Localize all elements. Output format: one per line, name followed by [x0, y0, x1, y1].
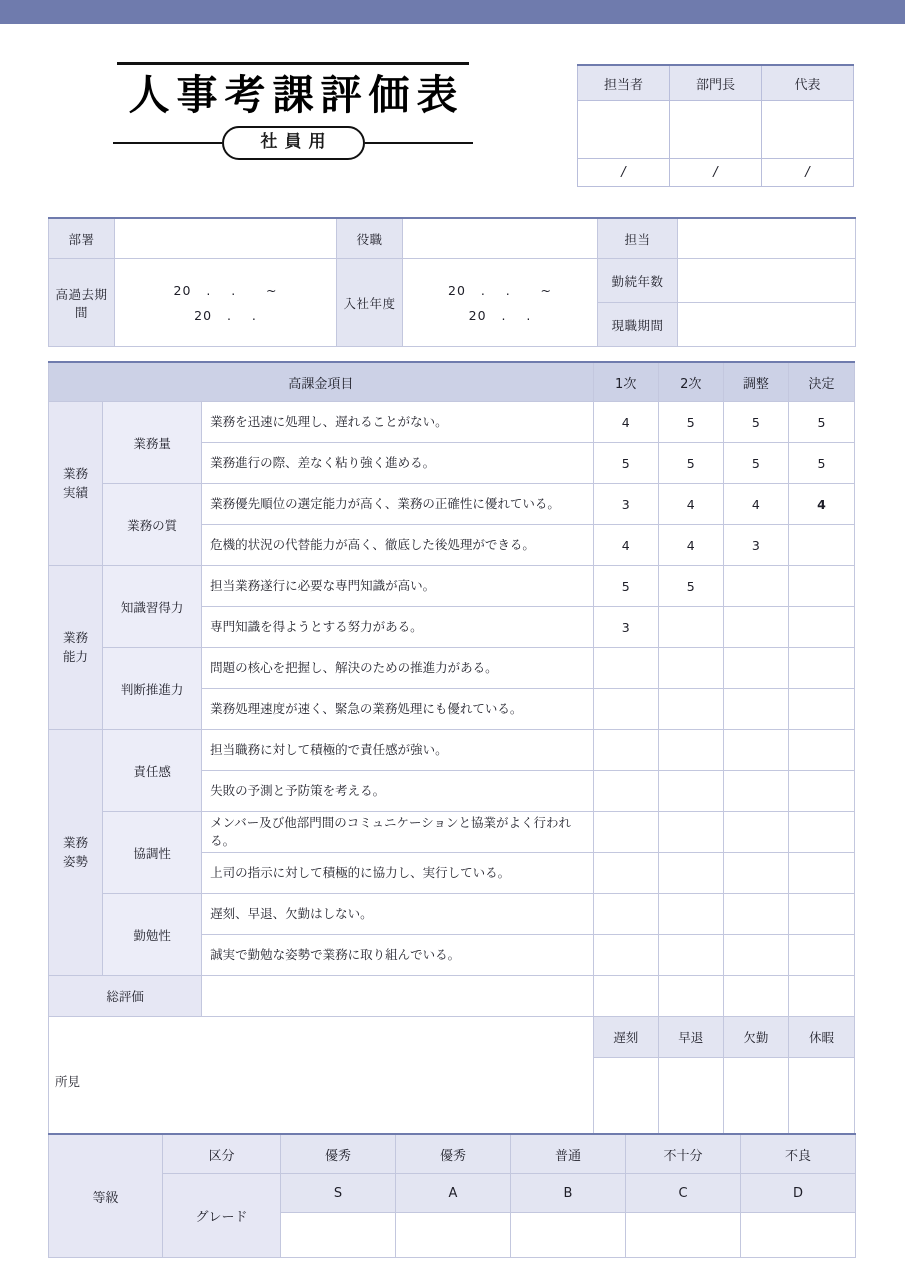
score-adjust[interactable] — [723, 730, 788, 771]
total-row — [49, 976, 855, 1017]
score-decision[interactable]: 5 — [788, 443, 854, 484]
grade-letter-c: C — [626, 1174, 741, 1213]
label-charge: 担当 — [598, 218, 678, 259]
evaluation-criterion: 誠実で勤勉な姿勢で業務に取り組んでいる。 — [202, 935, 593, 976]
join-year-line-1: 20 . . ~ — [448, 282, 552, 298]
info-row-2 — [49, 259, 856, 303]
evaluation-category: 業務 実績 — [49, 402, 103, 566]
score-adjust[interactable]: 3 — [723, 525, 788, 566]
evaluation-criterion: 業務優先順位の選定能力が高く、業務の正確性に優れている。 — [202, 484, 593, 525]
label-total-evaluation: 総評価 — [49, 976, 202, 1017]
label-evaluation-period: 高過去期間 — [49, 259, 115, 347]
score-first[interactable]: 3 — [593, 607, 658, 648]
score-first[interactable] — [593, 648, 658, 689]
score-decision[interactable] — [788, 771, 854, 812]
join-year-line-2: 20 . . — [468, 307, 532, 323]
score-adjust[interactable]: 5 — [723, 402, 788, 443]
subtitle-rule-left — [113, 142, 222, 144]
score-first[interactable]: 4 — [593, 402, 658, 443]
score-adjust[interactable] — [723, 607, 788, 648]
score-second[interactable]: 5 — [658, 566, 723, 607]
score-first[interactable] — [593, 894, 658, 935]
page-title: 人事考課評価表 — [128, 71, 465, 119]
title-top-rule — [117, 62, 469, 65]
approval-date-manager[interactable]: / — [670, 159, 762, 187]
total-first[interactable] — [593, 976, 658, 1017]
grade-check-a[interactable] — [396, 1213, 511, 1258]
attendance-header-absence: 欠勤 — [723, 1017, 788, 1058]
subtitle-rule-right — [365, 142, 474, 144]
approval-signature-staff[interactable] — [578, 101, 670, 159]
form-page — [0, 24, 905, 1280]
score-decision[interactable] — [788, 935, 854, 976]
label-current-role-period: 現職期間 — [598, 303, 678, 347]
score-first[interactable] — [593, 771, 658, 812]
label-department: 部署 — [49, 218, 115, 259]
approval-signature-representative[interactable] — [762, 101, 854, 159]
approval-col-manager: 部門長 — [670, 65, 762, 101]
score-adjust[interactable] — [723, 689, 788, 730]
score-second[interactable] — [658, 771, 723, 812]
approval-table — [577, 64, 854, 187]
kubun-value-b: 普通 — [511, 1134, 626, 1174]
score-adjust[interactable]: 4 — [723, 484, 788, 525]
evaluation-body — [49, 402, 855, 976]
label-tenure: 勤続年数 — [598, 259, 678, 303]
evaluation-criterion: 業務進行の際、差なく粘り強く進める。 — [202, 443, 593, 484]
score-decision[interactable] — [788, 812, 854, 853]
attendance-value-late[interactable] — [593, 1058, 658, 1145]
evaluation-category: 業務 姿勢 — [49, 730, 103, 976]
field-tenure[interactable] — [678, 259, 856, 303]
employee-info-table — [48, 217, 856, 347]
info-row-1 — [49, 218, 856, 259]
score-decision[interactable]: 5 — [788, 402, 854, 443]
score-adjust[interactable]: 5 — [723, 443, 788, 484]
label-grade: グレード — [163, 1174, 281, 1258]
evaluation-period-line-2: 20 . . — [194, 307, 257, 323]
evaluation-criterion: 担当職務に対して積極的で責任感が強い。 — [202, 730, 593, 771]
field-total-evaluation[interactable] — [202, 976, 593, 1017]
evaluation-criterion: 業務を迅速に処理し、遅れることがない。 — [202, 402, 593, 443]
score-decision[interactable] — [788, 853, 854, 894]
header-decision: 決定 — [788, 362, 854, 402]
grade-section — [48, 1133, 855, 1258]
grade-table — [48, 1133, 856, 1258]
score-second[interactable] — [658, 894, 723, 935]
grade-check-c[interactable] — [626, 1213, 741, 1258]
total-decision[interactable] — [788, 976, 854, 1017]
score-second[interactable] — [658, 607, 723, 648]
evaluation-row — [49, 484, 855, 525]
approval-signature-manager[interactable] — [670, 101, 762, 159]
score-first[interactable]: 3 — [593, 484, 658, 525]
remarks-attendance-header-row — [49, 1017, 855, 1058]
attendance-header-leave: 休暇 — [788, 1017, 854, 1058]
score-first[interactable] — [593, 730, 658, 771]
score-first[interactable]: 5 — [593, 566, 658, 607]
grade-letter-a: A — [396, 1174, 511, 1213]
subtitle-row — [113, 126, 473, 160]
field-department[interactable] — [115, 218, 337, 259]
label-position: 役職 — [337, 218, 403, 259]
label-remarks: 所見 — [55, 1073, 81, 1089]
grade-check-s[interactable] — [281, 1213, 396, 1258]
attendance-value-absence[interactable] — [723, 1058, 788, 1145]
score-decision[interactable] — [788, 525, 854, 566]
score-adjust[interactable] — [723, 771, 788, 812]
score-adjust[interactable] — [723, 853, 788, 894]
score-decision[interactable] — [788, 894, 854, 935]
header-second-review: 2次 — [658, 362, 723, 402]
grade-check-b[interactable] — [511, 1213, 626, 1258]
evaluation-subcategory: 知識習得力 — [103, 566, 202, 648]
evaluation-table — [48, 361, 855, 1145]
label-join-year: 入社年度 — [337, 259, 403, 347]
evaluation-period-line-1: 20 . . ~ — [173, 282, 278, 298]
top-accent-bar — [0, 0, 905, 24]
form-header — [0, 24, 905, 199]
header-adjustment: 調整 — [723, 362, 788, 402]
evaluation-subcategory: 業務の質 — [103, 484, 202, 566]
evaluation-subcategory: 勤勉性 — [103, 894, 202, 976]
approval-col-representative: 代表 — [762, 65, 854, 101]
total-adjust[interactable] — [723, 976, 788, 1017]
evaluation-criterion: 専門知識を得ようとする努力がある。 — [202, 607, 593, 648]
score-decision[interactable] — [788, 730, 854, 771]
score-second[interactable]: 5 — [658, 443, 723, 484]
kubun-value-c: 不十分 — [626, 1134, 741, 1174]
evaluation-subcategory: 業務量 — [103, 402, 202, 484]
field-join-year[interactable] — [403, 259, 598, 347]
score-adjust[interactable] — [723, 566, 788, 607]
score-adjust[interactable] — [723, 648, 788, 689]
header-eval-item: 高課金項目 — [49, 362, 594, 402]
field-current-role-period[interactable] — [678, 303, 856, 347]
subtitle-badge: 社員用 — [222, 126, 365, 160]
score-decision[interactable]: 4 — [788, 484, 854, 525]
evaluation-criterion: 担当業務遂行に必要な専門知識が高い。 — [202, 566, 593, 607]
total-second[interactable] — [658, 976, 723, 1017]
approval-signature-row — [578, 101, 854, 159]
attendance-header-early-leave: 早退 — [658, 1017, 723, 1058]
attendance-value-leave[interactable] — [788, 1058, 854, 1145]
score-decision[interactable] — [788, 566, 854, 607]
evaluation-category: 業務 能力 — [49, 566, 103, 730]
evaluation-criterion: 上司の指示に対して積極的に協力し、実行している。 — [202, 853, 593, 894]
approval-date-row — [578, 159, 854, 187]
title-block — [113, 62, 473, 160]
evaluation-criterion: 失敗の予測と予防策を考える。 — [202, 771, 593, 812]
score-second[interactable] — [658, 935, 723, 976]
kubun-value-d: 不良 — [741, 1134, 856, 1174]
field-charge[interactable] — [678, 218, 856, 259]
score-second[interactable]: 5 — [658, 402, 723, 443]
employee-info-section — [48, 217, 855, 347]
evaluation-criterion: 遅刻、早退、欠勤はしない。 — [202, 894, 593, 935]
score-first[interactable]: 5 — [593, 443, 658, 484]
evaluation-criterion: メンバー及び他部門間のコミュニケーションと協業がよく行われる。 — [202, 812, 593, 853]
attendance-value-early-leave[interactable] — [658, 1058, 723, 1145]
approval-col-staff: 担当者 — [578, 65, 670, 101]
grade-letter-s: S — [281, 1174, 396, 1213]
evaluation-subcategory: 判断推進力 — [103, 648, 202, 730]
label-kubun: 区分 — [163, 1134, 281, 1174]
score-second[interactable]: 4 — [658, 484, 723, 525]
evaluation-footer — [49, 976, 855, 1145]
kubun-value-a: 優秀 — [396, 1134, 511, 1174]
score-first[interactable] — [593, 935, 658, 976]
grade-letter-d: D — [741, 1174, 856, 1213]
approval-header-row — [578, 65, 854, 101]
evaluation-subcategory: 責任感 — [103, 730, 202, 812]
score-second[interactable] — [658, 648, 723, 689]
evaluation-criterion: 危機的状況の代替能力が高く、徹底した後処理ができる。 — [202, 525, 593, 566]
score-first[interactable]: 4 — [593, 525, 658, 566]
grade-kubun-row — [49, 1134, 856, 1174]
evaluation-row — [49, 566, 855, 607]
approval-date-staff[interactable]: / — [578, 159, 670, 187]
score-adjust[interactable] — [723, 812, 788, 853]
evaluation-criterion: 問題の核心を把握し、解決のための推進力がある。 — [202, 648, 593, 689]
score-first[interactable] — [593, 853, 658, 894]
score-decision[interactable] — [788, 607, 854, 648]
field-position[interactable] — [403, 218, 598, 259]
header-first-review: 1次 — [593, 362, 658, 402]
score-second[interactable] — [658, 689, 723, 730]
label-rank: 等級 — [49, 1134, 163, 1258]
evaluation-subcategory: 協調性 — [103, 812, 202, 894]
evaluation-row — [49, 812, 855, 853]
score-first[interactable] — [593, 689, 658, 730]
evaluation-section — [48, 361, 855, 1145]
field-remarks[interactable] — [49, 1017, 594, 1145]
grade-letter-row — [49, 1174, 856, 1213]
evaluation-row — [49, 730, 855, 771]
evaluation-row — [49, 648, 855, 689]
evaluation-row — [49, 894, 855, 935]
score-adjust[interactable] — [723, 894, 788, 935]
kubun-value-s: 優秀 — [281, 1134, 396, 1174]
evaluation-header-row — [49, 362, 855, 402]
score-second[interactable] — [658, 853, 723, 894]
score-second[interactable] — [658, 812, 723, 853]
evaluation-criterion: 業務処理速度が速く、緊急の業務処理にも優れている。 — [202, 689, 593, 730]
score-first[interactable] — [593, 812, 658, 853]
score-adjust[interactable] — [723, 935, 788, 976]
grade-check-d[interactable] — [741, 1213, 856, 1258]
grade-letter-b: B — [511, 1174, 626, 1213]
field-evaluation-period[interactable] — [115, 259, 337, 347]
score-second[interactable] — [658, 730, 723, 771]
score-decision[interactable] — [788, 689, 854, 730]
approval-date-representative[interactable]: / — [762, 159, 854, 187]
score-second[interactable]: 4 — [658, 525, 723, 566]
score-decision[interactable] — [788, 648, 854, 689]
evaluation-row — [49, 402, 855, 443]
attendance-header-late: 遅刻 — [593, 1017, 658, 1058]
